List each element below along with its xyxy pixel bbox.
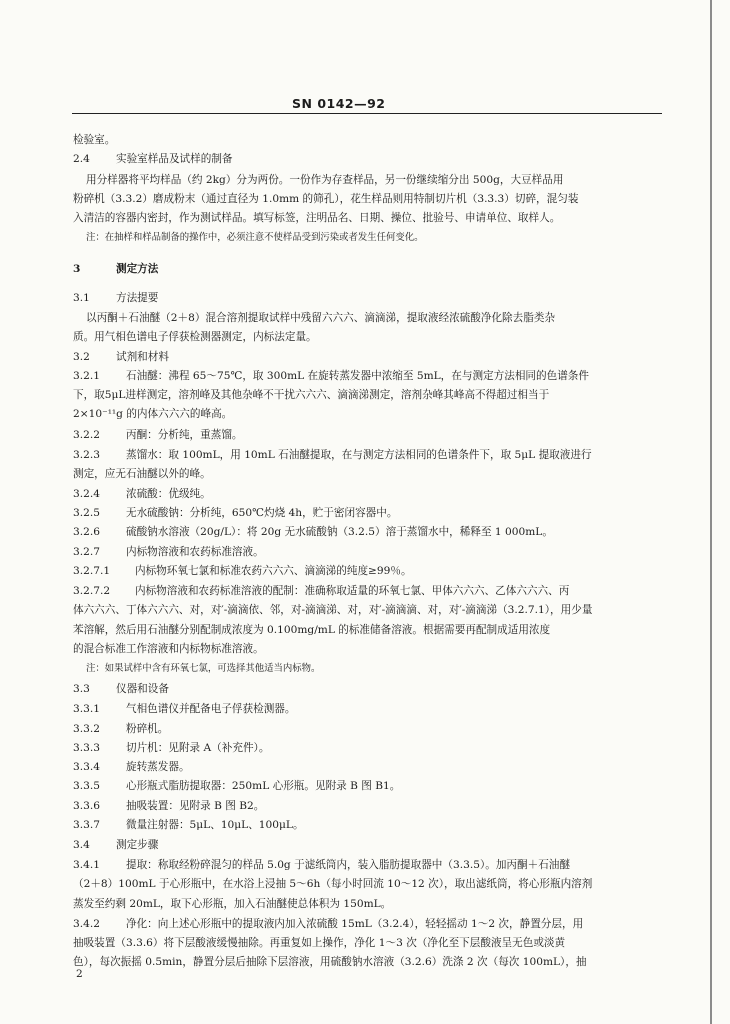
- section-number: 3.1: [73, 292, 90, 304]
- line-text: 体六六六、丁体六六六、对，对′-滴滴依、邻，对-滴滴涕、对，对′-滴滴滴、对，对′-滴滴涕（3.2.7.1），用少量: [73, 604, 593, 616]
- text-line: [73, 388, 549, 402]
- text-line: [73, 448, 592, 462]
- text-line: [73, 467, 211, 481]
- line-text: 抽吸装置（3.3.6）将下层酸液缓慢抽除。再重复如上操作，净化 1～3 次（净化至下层酸液呈无色或淡黄: [73, 937, 566, 949]
- section-number: 3.2.7.2: [73, 585, 111, 597]
- line-text: 硫酸钠水溶液（20g/L）：将 20g 无水硫酸钠（3.2.5）溶于蒸馏水中，稀释至 1 000mL。: [126, 526, 553, 538]
- text-line: [73, 877, 592, 891]
- section-number: 3.3.4: [73, 761, 100, 773]
- text-line: [73, 642, 264, 656]
- line-text: 心形瓶式脂肪提取器：250mL 心形瓶。见附录 B 图 B1。: [126, 780, 401, 792]
- section-number: 3.3.3: [73, 742, 100, 754]
- text-line: [86, 173, 563, 187]
- header-rule: [72, 113, 662, 114]
- line-text: 净化：向上述心形瓶中的提取液内加入浓硫酸 15mL（3.2.4），轻轻摇动 1～2 次，静置分层，用: [126, 918, 584, 930]
- text-line: [73, 917, 583, 931]
- section-number: 3.3.1: [73, 703, 100, 715]
- line-text: 以丙酮＋石油醚（2＋8）混合溶剂提取试样中残留六六六、滴滴涕，提取液经浓硫酸净化除去脂类杂: [86, 312, 556, 324]
- text-line: [73, 760, 190, 774]
- line-text: 内标物环氧七氯和标准农药六六六、滴滴涕的纯度≥99％。: [135, 565, 412, 577]
- line-text: 质。用气相色谱电子俘获检测器测定，内标法定量。: [73, 331, 317, 343]
- section-number: 3.3.5: [73, 780, 100, 792]
- text-line: [73, 702, 296, 716]
- text-line: [73, 936, 565, 950]
- text-line: [86, 231, 424, 245]
- text-line: [73, 584, 569, 598]
- section-number: 3.4.2: [73, 918, 100, 930]
- text-line: [73, 487, 211, 501]
- line-text: 的混合标准工作溶液和内标物标准溶液。: [73, 643, 264, 655]
- line-text: 注：如果试样中含有环氧七氯，可选择其他适当内标物。: [86, 663, 321, 674]
- section-number: 3.3.2: [73, 723, 100, 735]
- section-number: 3.2.5: [73, 507, 100, 519]
- line-text: 用分样器将平均样品（约 2kg）分为两份。一份作为存查样品，另一份继续缩分出 500g，大豆样品用: [86, 174, 564, 186]
- section-number: 3.2.6: [73, 526, 100, 538]
- line-text: 2×10⁻¹¹g 的内体六六六的峰高。: [73, 408, 233, 420]
- text-line: [73, 623, 550, 637]
- text-line: [73, 262, 158, 276]
- text-line: [73, 799, 264, 813]
- text-line: [73, 603, 592, 617]
- line-text: 测定，应无石油醚以外的峰。: [73, 468, 211, 480]
- line-text: 提取：称取经粉碎混匀的样品 5.0g 于滤纸筒内，装入脂肪提取器中（3.3.5）。加丙酮＋石油醚: [126, 859, 570, 871]
- line-text: 苯溶解，然后用石油醚分别配制成浓度为 0.100mg/mL 的标准储备溶液。根据需要再配制成适用浓度: [73, 624, 551, 636]
- line-text: 注：在抽样和样品制备的操作中，必须注意不使样品受到污染或者发生任何变化。: [86, 232, 424, 243]
- line-text: 浓硫酸：优级纯。: [126, 488, 211, 500]
- section-number: 3.2.3: [73, 449, 100, 461]
- scan-edge-line: [710, 0, 712, 1024]
- line-text: 蒸馏水：取 100mL，用 10mL 石油醚提取，在与测定方法相同的色谱条件下，取 5μL 提取液进行: [126, 449, 592, 461]
- text-line: [86, 662, 320, 676]
- text-line: [73, 722, 168, 736]
- text-line: [73, 133, 115, 147]
- line-text: 无水硫酸钠：分析纯，650℃灼烧 4h，贮于密闭容器中。: [126, 507, 398, 519]
- text-line: [73, 350, 169, 364]
- text-line: [73, 330, 317, 344]
- section-number: 3.3.6: [73, 800, 100, 812]
- line-text: 气相色谱仪并配备电子俘获检测器。: [126, 703, 296, 715]
- line-text: 蒸发至约剩 20mL，取下心形瓶，加入石油醚使总体积为 150mL。: [73, 898, 392, 910]
- text-line: [73, 838, 158, 852]
- line-text: 入清洁的容器内密封，作为测试样品。填写标签，注明品名、日期、操位、批验号、申请单位、取样人。: [73, 212, 561, 224]
- section-number: 3.2: [73, 351, 90, 363]
- line-text: 粉碎机。: [126, 723, 169, 735]
- text-line: [73, 369, 589, 383]
- section-number: 3.2.7: [73, 546, 100, 558]
- text-line: [73, 779, 400, 793]
- text-line: [73, 192, 578, 206]
- section-number: 3.4.1: [73, 859, 100, 871]
- text-line: [86, 311, 555, 325]
- text-line: [73, 525, 553, 539]
- section-number: 3.4: [73, 839, 90, 851]
- text-line: [73, 818, 304, 832]
- line-text: 检验室。: [73, 134, 116, 146]
- text-line: [73, 291, 158, 305]
- section-number: 3.2.4: [73, 488, 100, 500]
- section-number: 3.2.1: [73, 370, 100, 382]
- section-number: 3.2.2: [73, 429, 100, 441]
- line-text: 旋转蒸发器。: [126, 761, 190, 773]
- text-line: [73, 407, 232, 421]
- standard-code-header: SN 0142—92: [292, 96, 386, 111]
- section-number: 3: [73, 263, 81, 275]
- text-line: [73, 428, 243, 442]
- text-line: [73, 897, 391, 911]
- line-text: 方法提要: [116, 292, 159, 304]
- section-number: 3.3: [73, 683, 90, 695]
- text-line: [73, 506, 397, 520]
- line-text: 测定步骤: [116, 839, 159, 851]
- line-text: 微量注射器：5μL、10μL、100μL。: [126, 819, 304, 831]
- line-text: 色），每次振摇 0.5min，静置分层后抽除下层溶液，用硫酸钠水溶液（3.2.6）洗涤 2 次（每次 100mL），抽: [73, 956, 587, 968]
- line-text: 石油醚：沸程 65～75℃，取 300mL 在旋转蒸发器中浓缩至 5mL，在与测定方法相同的色谱条件: [126, 370, 589, 382]
- text-line: [73, 955, 587, 969]
- page-number: 2: [76, 968, 83, 980]
- line-text: 试剂和材料: [116, 351, 169, 363]
- section-number: 3.3.7: [73, 819, 100, 831]
- text-line: [73, 211, 560, 225]
- line-text: 下，取5μL进样测定，溶剂峰及其他杂峰不干扰六六六、滴滴涕测定，溶剂杂峰其峰高不得超过相当于: [73, 389, 550, 401]
- section-number: 3.2.7.1: [73, 565, 111, 577]
- section-number: 2.4: [73, 153, 90, 165]
- line-text: 实验室样品及试样的制备: [116, 153, 233, 165]
- text-line: [73, 741, 269, 755]
- line-text: 内标物溶液和农药标准溶液。: [126, 546, 264, 558]
- line-text: 丙酮：分析纯，重蒸馏。: [126, 429, 243, 441]
- line-text: 仪器和设备: [116, 683, 169, 695]
- text-line: [73, 152, 233, 166]
- line-text: 测定方法: [116, 263, 159, 275]
- text-line: [73, 682, 169, 696]
- line-text: 内标物溶液和农药标准溶液的配制：准确称取适量的环氧七氯、甲体六六六、乙体六六六、丙: [135, 585, 570, 597]
- line-text: 抽吸装置：见附录 B 图 B2。: [126, 800, 265, 812]
- text-line: [73, 858, 570, 872]
- line-text: （2＋8）100mL 于心形瓶中，在水浴上浸抽 5～6h（每小时回流 10～12 次），取出滤纸筒，将心形瓶内溶剂: [73, 878, 593, 890]
- line-text: 粉碎机（3.3.2）磨成粉末（通过直径为 1.0mm 的筛孔），花生样品则用特制切片机（3.3.3）切碎，混匀装: [73, 193, 579, 205]
- text-line: [73, 564, 412, 578]
- text-line: [73, 545, 264, 559]
- line-text: 切片机：见附录 A（补充件）。: [126, 742, 270, 754]
